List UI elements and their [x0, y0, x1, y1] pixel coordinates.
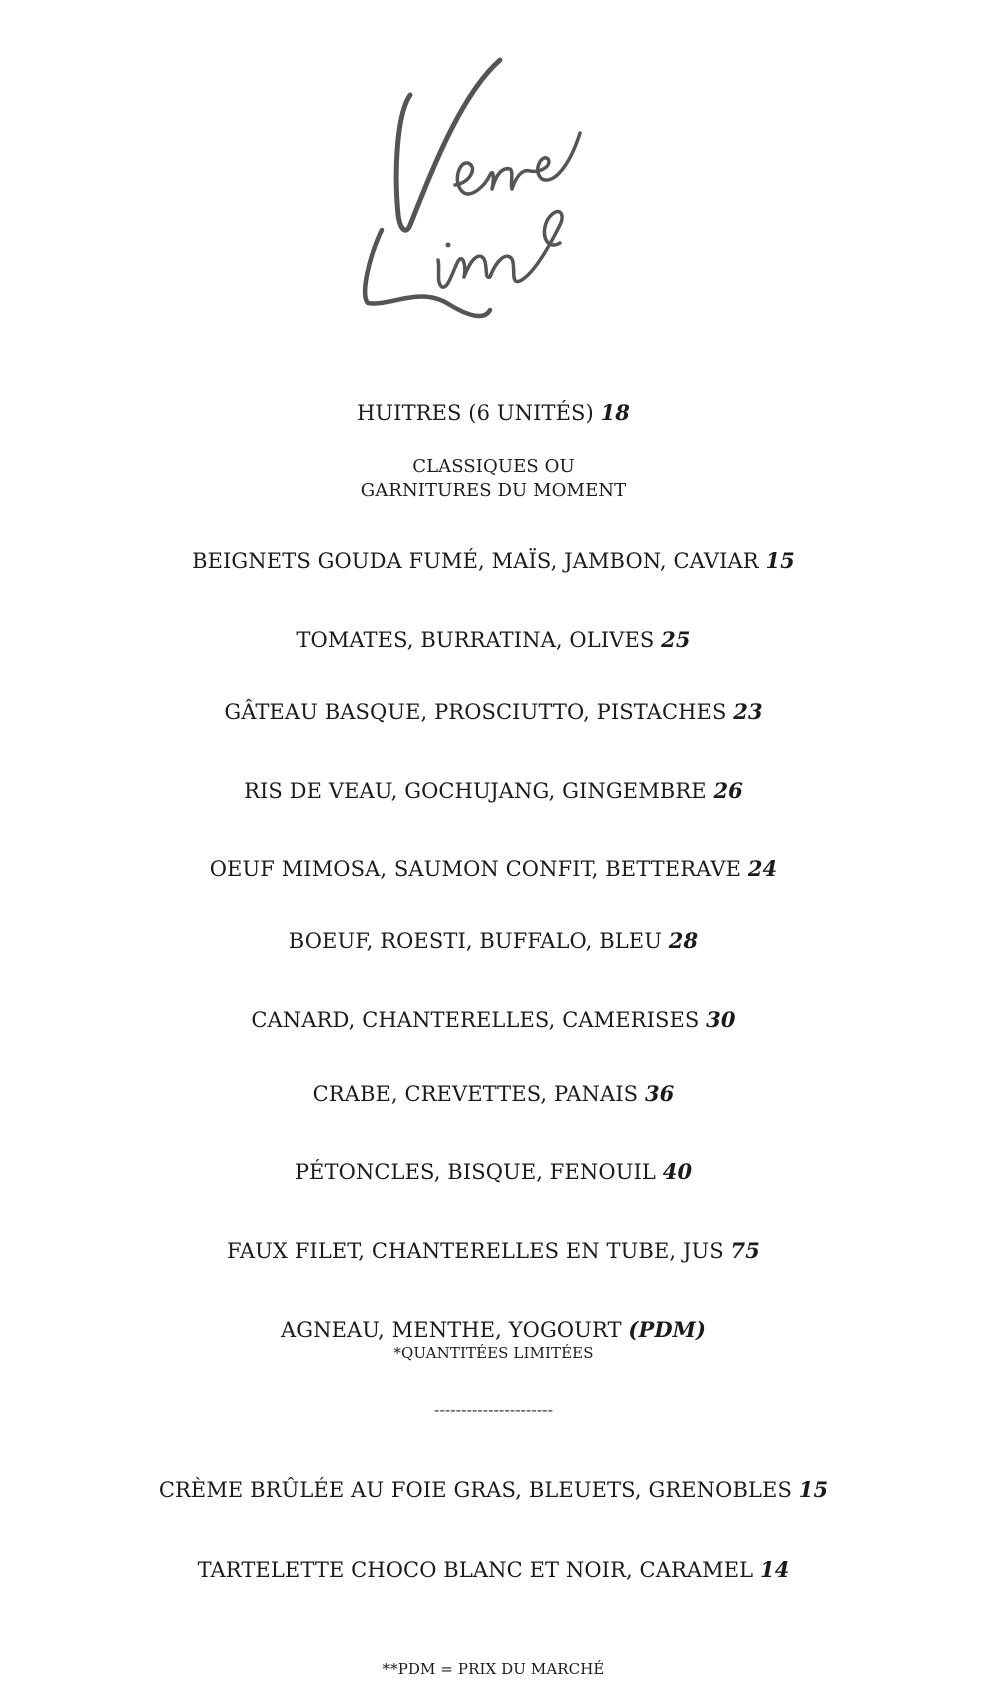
item-price: 28: [668, 928, 699, 953]
item-name: FAUX FILET, CHANTERELLES EN TUBE, JUS: [227, 1239, 724, 1263]
item-price: 75: [730, 1238, 760, 1263]
item-name: BOEUF, ROESTI, BUFFALO, BLEU: [288, 929, 662, 953]
item-name: OEUF MIMOSA, SAUMON CONFIT, BETTERAVE: [209, 857, 742, 881]
menu-item-boeuf: [0, 928, 987, 953]
item-price: 40: [662, 1159, 693, 1184]
menu-item-agneau: [0, 1317, 987, 1342]
menu-item-faux-filet: [0, 1238, 987, 1263]
oysters-note-line2: GARNITURES DU MOMENT: [360, 480, 627, 501]
item-name: HUITRES (6 UNITÉS): [356, 401, 594, 425]
menu-item-crabe: [0, 1081, 987, 1106]
dessert-tartelette: [0, 1557, 987, 1582]
item-price: 23: [733, 699, 763, 724]
item-name: AGNEAU, MENTHE, YOGOURT: [280, 1318, 622, 1342]
footer-pdm-note: **PDM = PRIX DU MARCHÉ: [382, 1660, 605, 1678]
item-price: (PDM): [628, 1317, 707, 1342]
verre-lime-logo: [360, 55, 640, 365]
item-name: RIS DE VEAU, GOCHUJANG, GINGEMBRE: [244, 779, 707, 803]
menu-item-huitres: [0, 400, 987, 425]
menu-item-gateau-basque: [0, 699, 987, 724]
item-price: 15: [765, 548, 795, 573]
item-name: TARTELETTE CHOCO BLANC ET NOIR, CARAMEL: [197, 1558, 754, 1582]
lamb-limited-note: *QUANTITÉES LIMITÉES: [393, 1344, 594, 1362]
menu-item-canard: [0, 1007, 987, 1032]
oysters-note-line1: CLASSIQUES OU: [412, 456, 575, 477]
item-price: 36: [644, 1081, 675, 1106]
item-name: CANARD, CHANTERELLES, CAMERISES: [251, 1008, 700, 1032]
item-price: 18: [600, 400, 631, 425]
item-name: PÉTONCLES, BISQUE, FENOUIL: [294, 1160, 656, 1184]
menu-item-ris-de-veau: [0, 778, 987, 803]
dessert-creme-brulee: [0, 1477, 987, 1502]
item-name: CRÈME BRÛLÉE AU FOIE GRAS, BLEUETS, GRENOBLES: [158, 1478, 792, 1502]
item-name: TOMATES, BURRATINA, OLIVES: [296, 628, 655, 652]
item-name: BEIGNETS GOUDA FUMÉ, MAÏS, JAMBON, CAVIAR: [192, 549, 759, 573]
menu-item-oeuf-mimosa: [0, 856, 987, 881]
item-price: 15: [798, 1477, 829, 1502]
section-divider: ----------------------: [434, 1400, 553, 1419]
item-name: GÂTEAU BASQUE, PROSCIUTTO, PISTACHES: [224, 700, 727, 724]
menu-item-petoncles: [0, 1159, 987, 1184]
item-price: 14: [760, 1557, 790, 1582]
item-price: 24: [747, 856, 778, 881]
item-price: 30: [706, 1007, 736, 1032]
menu-item-tomates: [0, 627, 987, 652]
menu-item-beignets: [0, 548, 987, 573]
item-price: 26: [713, 778, 743, 803]
item-price: 25: [661, 627, 691, 652]
item-name: CRABE, CREVETTES, PANAIS: [312, 1082, 639, 1106]
